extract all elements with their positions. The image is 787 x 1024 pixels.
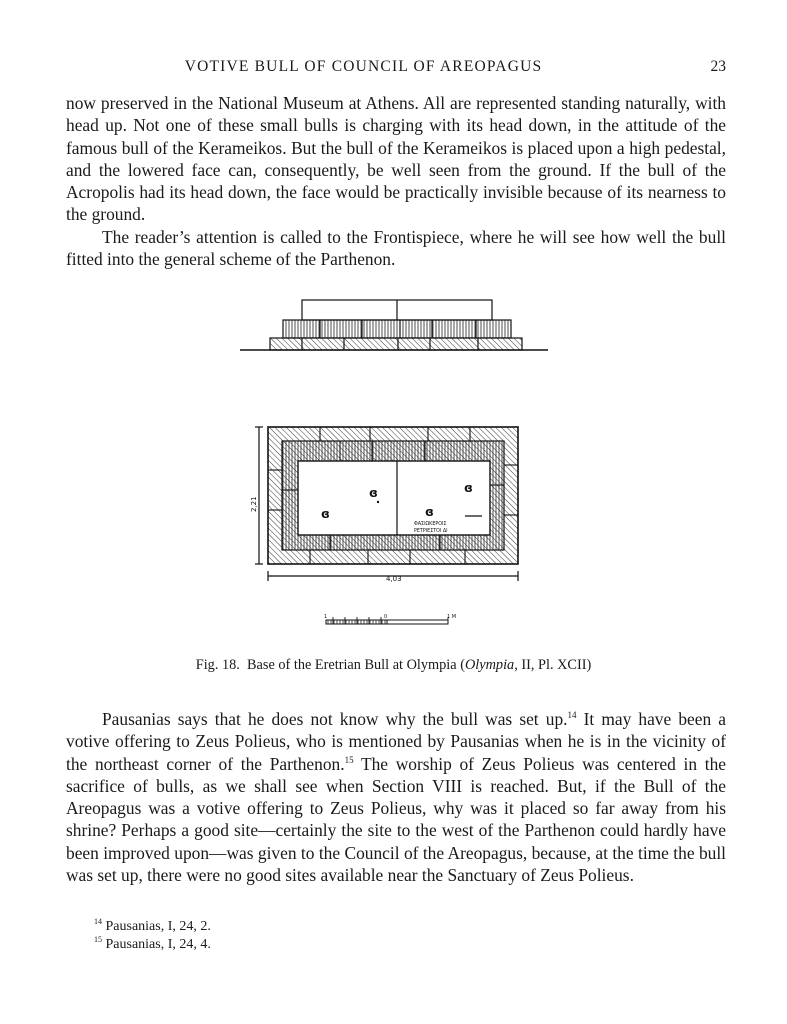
caption-suffix: II, Pl. XCII)	[517, 657, 592, 673]
footnote-14-number: 14	[94, 917, 102, 926]
scale-start-label: 1	[324, 614, 328, 620]
paragraph-1: now preserved in the National Museum at Athens. All are represented standing naturally, with head up. Not one of these small bulls is charging with its head down, in the attitude of the famous bull of the Kerameikos. But the bull of the Kerameikos is placed upon a high pedestal, and the lowered face can, consequently, be well seen from the ground. If the bull of the Acropolis had its head down, the face would be practically invisible because of its nearness to the ground.	[66, 93, 726, 225]
paragraph-3-part-2: It may have been a votive offering to Zeus Polieus, who is mentioned by Pausanias when he is in the vicinity of the northeast corner of the Parthenon.	[66, 709, 726, 774]
dimension-width-label: 4,03	[386, 575, 402, 583]
bottom-text-block	[66, 708, 726, 886]
footnote-15-number: 15	[94, 935, 102, 944]
scale-mid-label: 0	[384, 614, 388, 620]
paragraph-3-part-1: Pausanias says that he does not know why the bull was set up.	[102, 709, 568, 729]
caption-main: Base of the Eretrian Bull at Olympia (	[247, 657, 465, 673]
caption-prefix: Fig. 18.	[195, 657, 240, 673]
footnote-ref-15[interactable]: 15	[344, 754, 354, 765]
footnote-14	[94, 918, 211, 936]
svg-text:ɞ: ɞ	[321, 507, 330, 521]
paragraph-2: The reader’s attention is called to the Frontispiece, where he will see how well the bull fitted into the general scheme of the Parthenon.	[66, 226, 726, 270]
svg-text:ɞ: ɞ	[369, 486, 378, 500]
footnote-15	[94, 936, 211, 954]
running-title: VOTIVE BULL OF COUNCIL OF AREOPAGUS	[184, 58, 543, 75]
figure-caption	[0, 657, 787, 674]
footnotes	[94, 918, 211, 954]
svg-text:ɞ: ɞ	[464, 481, 473, 495]
scale-bar	[324, 614, 456, 624]
paragraph-3	[66, 708, 726, 886]
paragraph-3-part-3: The worship of Zeus Polieus was centered in the sacrifice of bulls, as we shall see when Section VIII is reached. But, if the Bull of the Areopagus was a votive offering to Zeus Polieus, why was it placed so far away from his shrine? Perhaps a good site—certainly the site to the west of the Parthenon could hardly have been improved upon—was given to the Council of the Areopagus, because, at the time the bull was set up, there were no good sites available near the Sanctuary of Zeus Polieus.	[66, 753, 726, 886]
caption-italic: Olympia,	[464, 657, 518, 673]
footnote-15-text: Pausanias, I, 24, 4.	[105, 937, 211, 952]
page-number: 23	[710, 58, 726, 75]
dimension-height-label: 2,21	[250, 496, 258, 512]
elevation-view	[240, 300, 548, 350]
svg-text:ɞ: ɞ	[425, 505, 434, 519]
inscription-line-1: ΦΑΣΙΩΚΕΡΟΙΣ	[414, 522, 447, 527]
footnote-14-text: Pausanias, I, 24, 2.	[105, 919, 211, 934]
inscription-line-2: ΡΕΤΡΙΕΣΤΟΙ ΔΙ	[414, 529, 448, 534]
scale-end-label: 1 M	[447, 614, 457, 620]
plan-view	[250, 427, 518, 583]
footnote-ref-14[interactable]: 14	[567, 710, 577, 720]
